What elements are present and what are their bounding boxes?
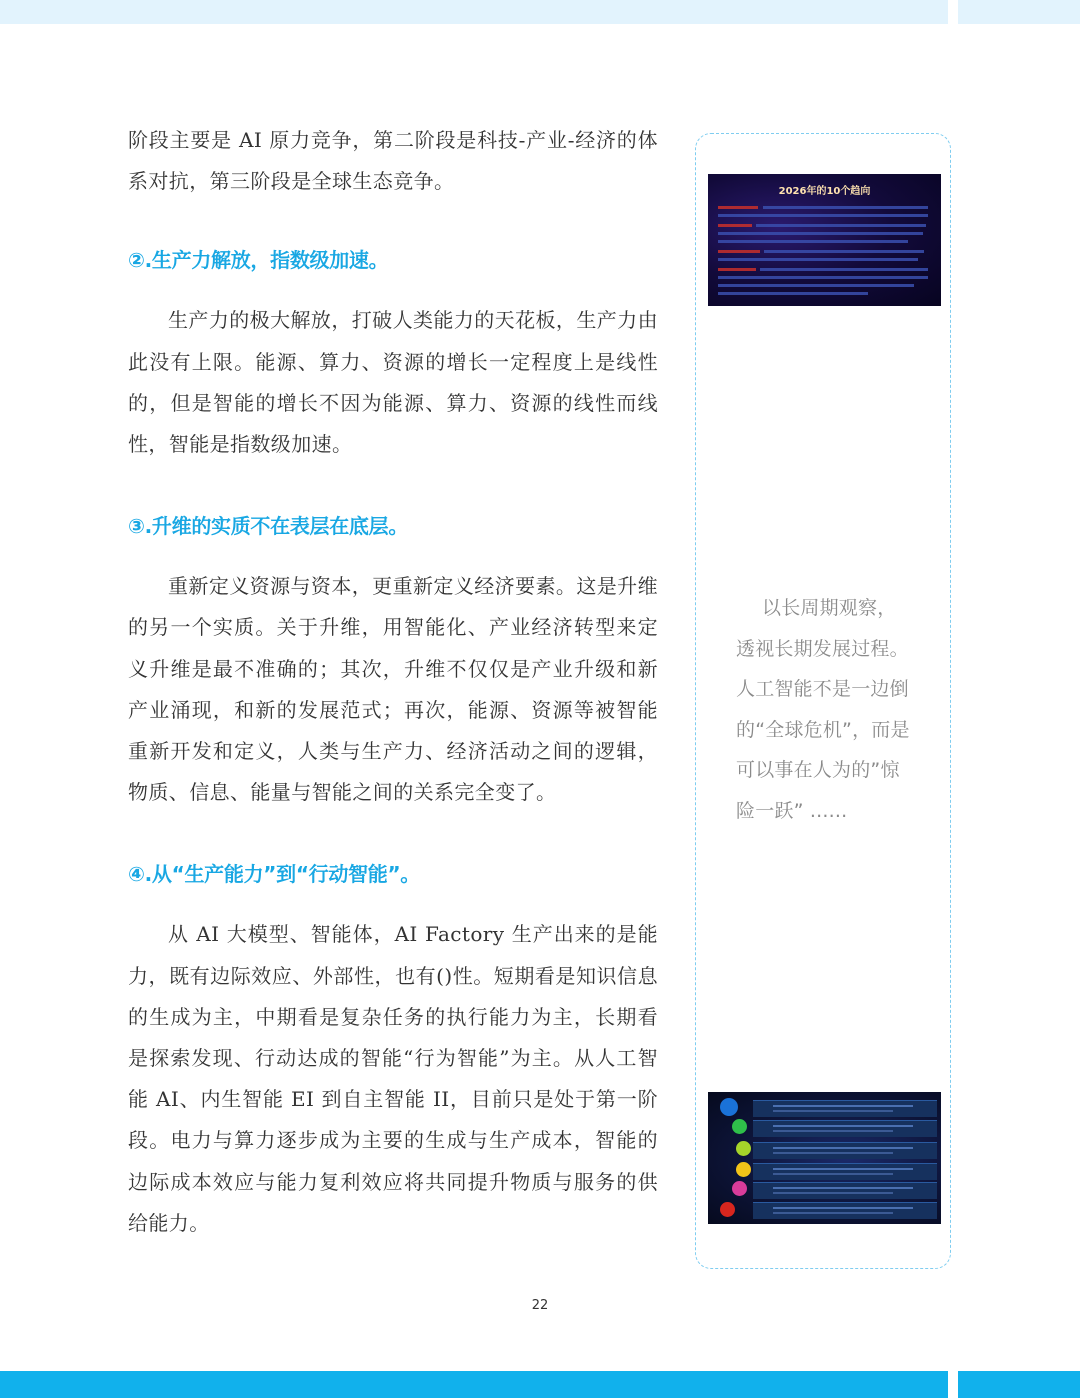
bottom-band-left	[0, 1371, 948, 1398]
main-column	[128, 120, 658, 1244]
trends-slide-title: 2026年的10个趋向	[778, 186, 871, 197]
intro-paragraph: 阶段主要是 AI 原力竞争，第二阶段是科技-产业-经济的体系对抗，第三阶段是全球生态竞争。	[128, 128, 658, 194]
section-body-4: 从 AI 大模型、智能体，AI Factory 生产出来的是能力，既有边际效应、外部性，也有()性。短期看是知识信息的生成为主，中期看是复杂任务的执行能力为主，长期看是探索发现、行动达成的智能“行为智能”为主。从人工智能 AI、内生智能 EI 到自主智能 II，目前只是处于第一阶段。电力与算力逐步成为主要的生成与生产成本，智能的边际成本效应与能力复利效应将共同提升物质与服务的供给能力。	[128, 922, 658, 1235]
section-heading-2: ②.生产力解放，指数级加速。	[128, 248, 389, 273]
quote-line: 人工智能不是一边倒	[736, 678, 909, 701]
section-heading-3: ③.升维的实质不在表层在底层。	[128, 514, 409, 539]
top-band-left	[0, 0, 948, 24]
quote-line: 以长周期观察，	[762, 597, 897, 619]
intelligence-layers-image	[708, 1092, 941, 1224]
quote-line: 可以事在人为的”惊	[736, 759, 900, 782]
pull-quote	[736, 588, 936, 832]
quote-line: 险一跃” ......	[736, 799, 848, 822]
quote-line: 的“全球危机”，而是	[736, 718, 910, 741]
trends-slide-image	[708, 174, 941, 306]
bottom-band-right	[958, 1371, 1080, 1398]
quote-line: 透视长期发展过程。	[736, 637, 909, 660]
section-heading-4: ④.从“生产能力”到“行动智能”。	[128, 862, 421, 887]
sidebar-panel	[695, 133, 951, 1269]
page-number: 22	[531, 1298, 549, 1313]
top-band-right	[958, 0, 1080, 24]
section-body-3: 重新定义资源与资本，更重新定义经济要素。这是升维的另一个实质。关于升维，用智能化、产业经济转型来定义升维是最不准确的；其次，升维不仅仅是产业升级和新产业涌现，和新的发展范式；再次，能源、资源等被智能重新开发和定义，人类与生产力、经济活动之间的逻辑，物质、信息、能量与智能之间的关系完全变了。	[128, 574, 658, 805]
section-body-2: 生产力的极大解放，打破人类能力的天花板，生产力由此没有上限。能源、算力、资源的增长一定程度上是线性的，但是智能的增长不因为能源、算力、资源的线性而线性，智能是指数级加速。	[128, 308, 658, 457]
